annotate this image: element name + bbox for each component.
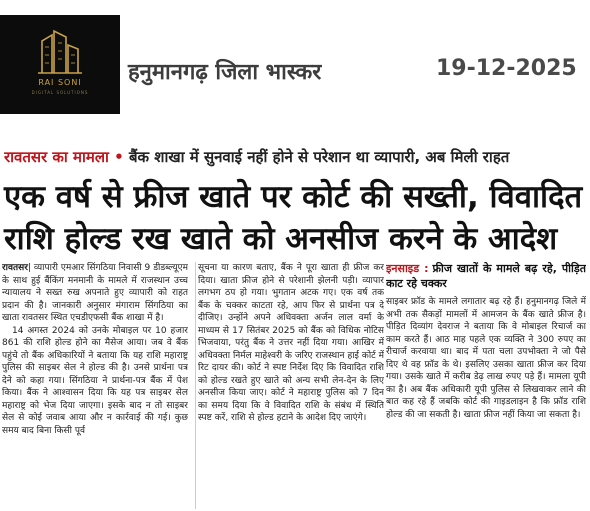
headline-line-2: राशि होल्ड रख खाते को अनसीज करने के आदेश <box>4 221 558 257</box>
article-body <box>2 262 588 509</box>
article-paragraph: रावतसर| व्यापारी एमआर सिंगठिया निवासी 9 डीडब्ल्यूएम के साथ हुई बैंकिंग मनमानी के मामले में राजस्थान उच्च न्यायालय ने सख्त रुख अपनाते हुए व्यापारी को राहत प्रदान की है। जानकारी अनुसार मंगाराम सिंगठिया का खाता रावतसर स्थित एचडीएफसी बैंक शाखा में है। <box>2 263 188 323</box>
article-paragraph: सूचना या कारण बताए, बैंक ने पूरा खाता ही फ्रीज कर दिया। खाता फ्रीज होने से परेशानी झेलनी पड़ी। व्यापार लगभग ठप हो गया। भुगतान अटक गए। एक वर्ष तक बैंक के चक्कर काटता रहे, आप फिर से प्रार्थना पत्र दे दीजिए। उन्होंने अपने अधिवक्ता अर्जन लाल वर्मा के माध्यम से 17 सितंबर 2025 को बैंक को विधिक नोटिस भिजवाया, परंतु बैंक ने उत्तर नहीं दिया गया। आखिर में अधिवक्ता निर्मल माहेश्वरी के जरिए राजस्थान हाई कोर्ट में रिट दायर की। कोर्ट ने स्पष्ट निर्देश दिए कि विवादित राशि को होल्ड रखते हुए खाते को अन्य सभी लेन-देन के लिए अनसीज किया जाए। कोर्ट ने महाराष्ट्र पुलिस को 7 दिन का समय दिया कि वे विवादित राशि के संबंध में स्थिति स्पष्ट करें, राशि से होल्ड हटाने के आदेश दिए जाएंगे। <box>198 263 384 423</box>
publication-date: 19-12-2025 <box>436 56 577 81</box>
tagline-text: बैंक शाखा में सुनवाई नहीं होने से परेशान था व्यापारी, अब मिली राहत <box>128 148 510 166</box>
logo-subtitle: DIGITAL SOLUTIONS <box>31 90 89 95</box>
headline-line-1: एक वर्ष से फ्रीज खाते पर कोर्ट की सख्ती, विवादित <box>4 179 583 215</box>
building-logo-icon <box>34 27 86 75</box>
story-tagline <box>4 147 588 169</box>
logo-name: RAI SONI <box>38 78 82 87</box>
article-column-2 <box>195 262 384 509</box>
dateline: रावतसर <box>2 263 28 273</box>
newspaper-header <box>128 56 590 88</box>
article-paragraph: 14 अगस्त 2024 को उनके मोबाइल पर 10 हजार 861 की राशि होल्ड होने का मैसेज आया। जब वे बैंक पहुंचे तो बैंक अधिकारियों ने बताया कि यह राशि महाराष्ट्र पुलिस की साइबर सेल ने होल्ड की है। उनसे प्रार्थना पत्र देने को कहा गया। सिंगठिया ने प्रार्थना-पत्र बैंक में पेश किया। बैंक ने आश्वासन दिया कि यह पत्र साइबर सेल महाराष्ट्र को भेज दिया जाएगा। इसके बाद न तो साइबर सेल से कोई जवाब आया और न कार्रवाई की गई। कुछ समय बाद बिना किसी पूर्व <box>2 325 188 436</box>
article-paragraph: साइबर फ्रॉड के मामले लगातार बढ़ रहे हैं। हनुमानगढ़ जिले में अभी तक सैकड़ों मामलों में आमजन के बैंक खाते फ्रीज है। पीड़ित दिव्यांग देवराज ने बताया कि वे मोबाइल रिचार्ज का काम करते हैं। आठ माह पहले एक व्यक्ति ने 300 रुपए का रीचार्ज करवाया था। बाद में पता चला उपभोक्ता ने जो पैसे दिए थे वह फ्रॉड के थे। इसलिए उसका खाता फ्रीज कर दिया गया। उसके खाते में करीब डेढ़ लाख रुपए पड़े हैं। मामला यूपी का है। अब बैंक अधिकारी यूपी पुलिस से लिखवाकर लाने की बात कह रहे हैं जबकि कोर्ट की गाइडलाइन है कि फ्रॉड राशि होल्ड की जा सकती है। खाता फ्रीज नहीं किया जा सकता है। <box>386 297 586 420</box>
brand-logo <box>0 15 120 114</box>
inside-title: फ्रीज खातों के मामले बढ़ रहे, पीड़ित काट रहे चक्कर <box>386 262 586 290</box>
article-column-3 <box>386 262 586 509</box>
article-column-1 <box>2 262 188 509</box>
newspaper-source: हनुमानगढ़ जिला भास्कर <box>128 60 322 85</box>
inside-box <box>386 262 586 291</box>
inside-label: इनसाइड : <box>386 262 429 275</box>
tagline-label: रावतसर का मामला <box>4 148 109 166</box>
main-headline <box>4 176 588 260</box>
tagline-bullet: • <box>114 148 124 166</box>
